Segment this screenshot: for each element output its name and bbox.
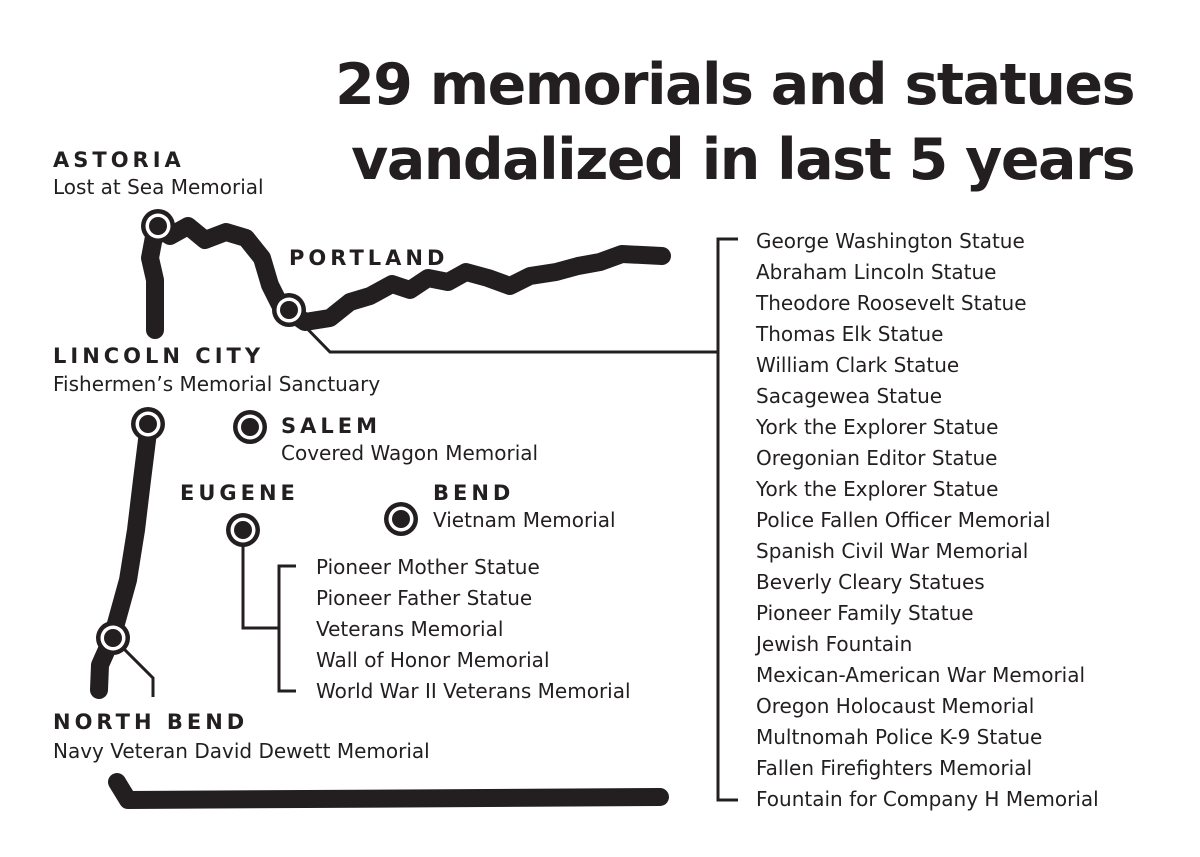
portland-memorial-item: Fallen Firefighters Memorial	[756, 756, 1033, 780]
portland-city-label: PORTLAND	[289, 246, 449, 270]
eugene-connector-line	[243, 546, 279, 628]
eugene-memorial-item: Pioneer Father Statue	[316, 586, 533, 610]
south-border-line	[117, 782, 660, 800]
portland-memorial-item: Mexican-American War Memorial	[756, 663, 1086, 687]
north-bend-city-label: NORTH BEND	[53, 710, 249, 734]
portland-memorial-item: Oregon Holocaust Memorial	[756, 694, 1035, 718]
lincoln-city-memorial-label: Fishermen’s Memorial Sanctuary	[53, 372, 381, 396]
eugene-memorial-item: World War II Veterans Memorial	[316, 679, 631, 703]
portland-memorial-item: Oregonian Editor Statue	[756, 446, 998, 470]
salem-city-label: SALEM	[281, 414, 382, 438]
portland-list-bracket	[718, 239, 738, 800]
portland-memorial-item: Sacagewea Statue	[756, 384, 943, 408]
salem-memorial-label: Covered Wagon Memorial	[281, 441, 539, 465]
north-bend-memorial-label: Navy Veteran David Dewett Memorial	[53, 739, 430, 763]
portland-memorial-item: Police Fallen Officer Memorial	[756, 508, 1051, 532]
title-line-1: 29 memorials and statues	[335, 52, 1134, 118]
portland-memorial-item: Multnomah Police K-9 Statue	[756, 725, 1043, 749]
bend-city-label: BEND	[433, 481, 515, 505]
eugene-city-label: EUGENE	[180, 481, 299, 505]
astoria-marker	[141, 209, 175, 243]
page-title	[335, 48, 1134, 198]
eugene-list-bracket	[279, 566, 296, 691]
portland-memorial-item: Jewish Fountain	[756, 632, 913, 656]
portland-memorial-item: Abraham Lincoln Statue	[756, 260, 997, 284]
portland-memorial-item: York the Explorer Statue	[756, 415, 999, 439]
portland-memorial-item: Spanish Civil War Memorial	[756, 539, 1029, 563]
portland-connector-line	[289, 310, 718, 352]
bend-memorial-label: Vietnam Memorial	[433, 508, 616, 532]
bend-marker	[384, 502, 418, 536]
portland-memorial-item: Thomas Elk Statue	[756, 322, 944, 346]
eugene-memorial-item: Veterans Memorial	[316, 617, 504, 641]
eugene-memorial-item: Wall of Honor Memorial	[316, 648, 550, 672]
eugene-memorial-item: Pioneer Mother Statue	[316, 555, 540, 579]
portland-memorial-item: William Clark Statue	[756, 353, 960, 377]
portland-memorial-list	[756, 226, 1099, 815]
astoria-city-label: ASTORIA	[53, 148, 185, 172]
portland-marker	[272, 293, 306, 327]
title-line-2: vandalized in last 5 years	[351, 127, 1134, 193]
portland-memorial-item: George Washington Statue	[756, 229, 1025, 253]
portland-memorial-item: Fountain for Company H Memorial	[756, 787, 1099, 811]
portland-memorial-item: York the Explorer Statue	[756, 477, 999, 501]
salem-marker	[233, 410, 267, 444]
eugene-memorial-list	[316, 552, 631, 707]
portland-memorial-item: Beverly Cleary Statues	[756, 570, 985, 594]
north-border-line	[150, 226, 662, 330]
astoria-memorial-label: Lost at Sea Memorial	[53, 175, 264, 199]
lincoln-city-marker	[131, 407, 165, 441]
portland-memorial-item: Pioneer Family Statue	[756, 601, 974, 625]
north-bend-marker	[96, 621, 130, 655]
portland-memorial-item: Theodore Roosevelt Statue	[756, 291, 1027, 315]
lincoln-city-city-label: LINCOLN CITY	[53, 344, 265, 368]
eugene-marker	[226, 513, 260, 547]
